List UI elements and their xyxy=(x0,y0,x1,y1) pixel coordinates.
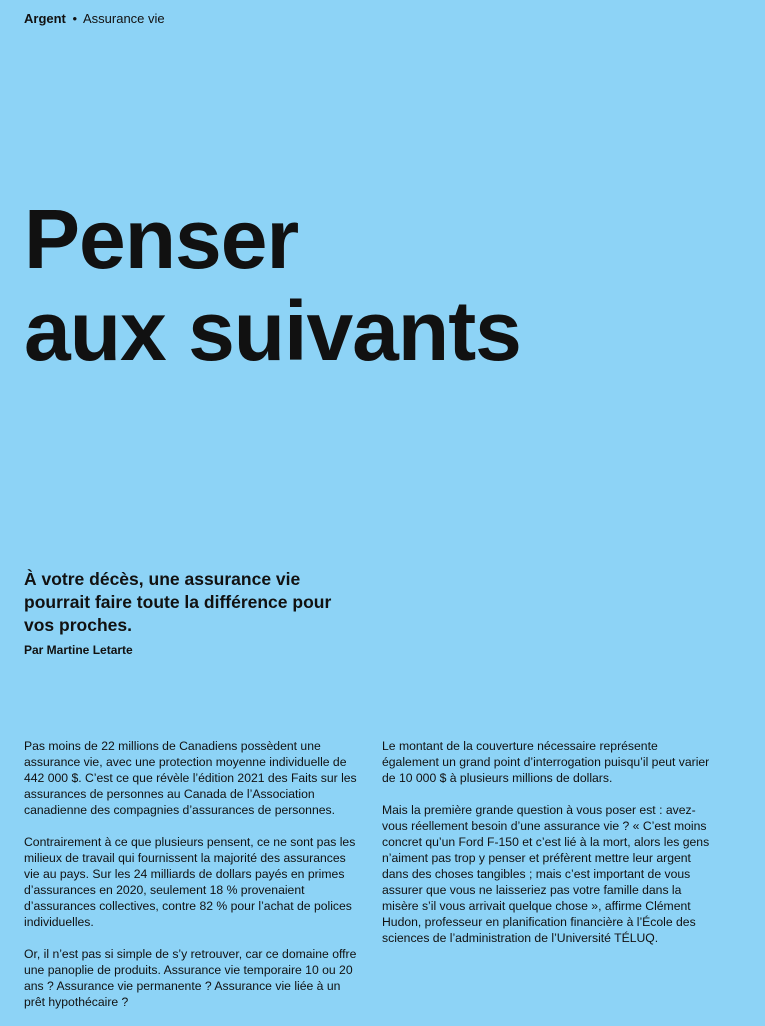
body-paragraph: Le montant de la couverture nécessaire représente également un grand point d’interrogation puisqu’il peut varier de 10 000 $ à plusieurs millions de dollars. xyxy=(382,739,710,785)
page-title xyxy=(24,193,521,377)
title-line-2: aux suivants xyxy=(24,284,521,378)
breadcrumb-section: Argent xyxy=(24,11,66,26)
breadcrumb-subsection: Assurance vie xyxy=(82,11,165,26)
body-paragraph: Pas moins de 22 millions de Canadiens possèdent une assurance vie, avec une protection moyenne individuelle de 442 000 $. C’est ce que révèle l’édition 2021 des Faits sur les assurances de personnes au Canada de l’Association canadienne des compagnies d’assurances de personnes. xyxy=(24,739,357,817)
body-paragraph: Mais la première grande question à vous poser est : avez-vous réellement besoin d’une assurance vie ? « C’est moins concret qu’un Ford F-150 et c’est lié à la mort, alors les gens n’aiment pas trop y penser et préfèrent mettre leur argent dans des choses tangibles ; mais c’est important de vous assurer que vous ne laisseriez pas votre famille dans la misère s’il vous arrivait quelque chose », affirme Clément Hudon, professeur en planification financière à l’École des sciences de l’administration de l’Université TÉLUQ. xyxy=(382,803,710,945)
title-line-1: Penser xyxy=(24,192,299,286)
body-paragraph: Contrairement à ce que plusieurs pensent, ce ne sont pas les milieux de travail qui fournissent la majorité des assurances vie au pays. Sur les 24 milliards de dollars payés en primes d’assurances en 2020, seulement 18 % provenaient d’assurances collectives, contre 82 % pour l’achat de polices individuelles. xyxy=(24,835,356,929)
body-paragraph: Or, il n’est pas si simple de s’y retrouver, car ce domaine offre une panoplie de produits. Assurance vie temporaire 10 ou 20 ans ? Assurance vie permanente ? Assurance vie liée à un prêt hypothécaire ? xyxy=(24,947,357,1009)
lead-paragraph: À votre décès, une assurance vie pourrait faire toute la différence pour vos proches. xyxy=(24,569,332,635)
breadcrumb-separator: • xyxy=(72,11,78,26)
byline: Par Martine Letarte xyxy=(24,643,133,657)
body-column-left xyxy=(24,738,359,1026)
body-column-right xyxy=(382,738,717,962)
breadcrumb xyxy=(24,11,165,27)
